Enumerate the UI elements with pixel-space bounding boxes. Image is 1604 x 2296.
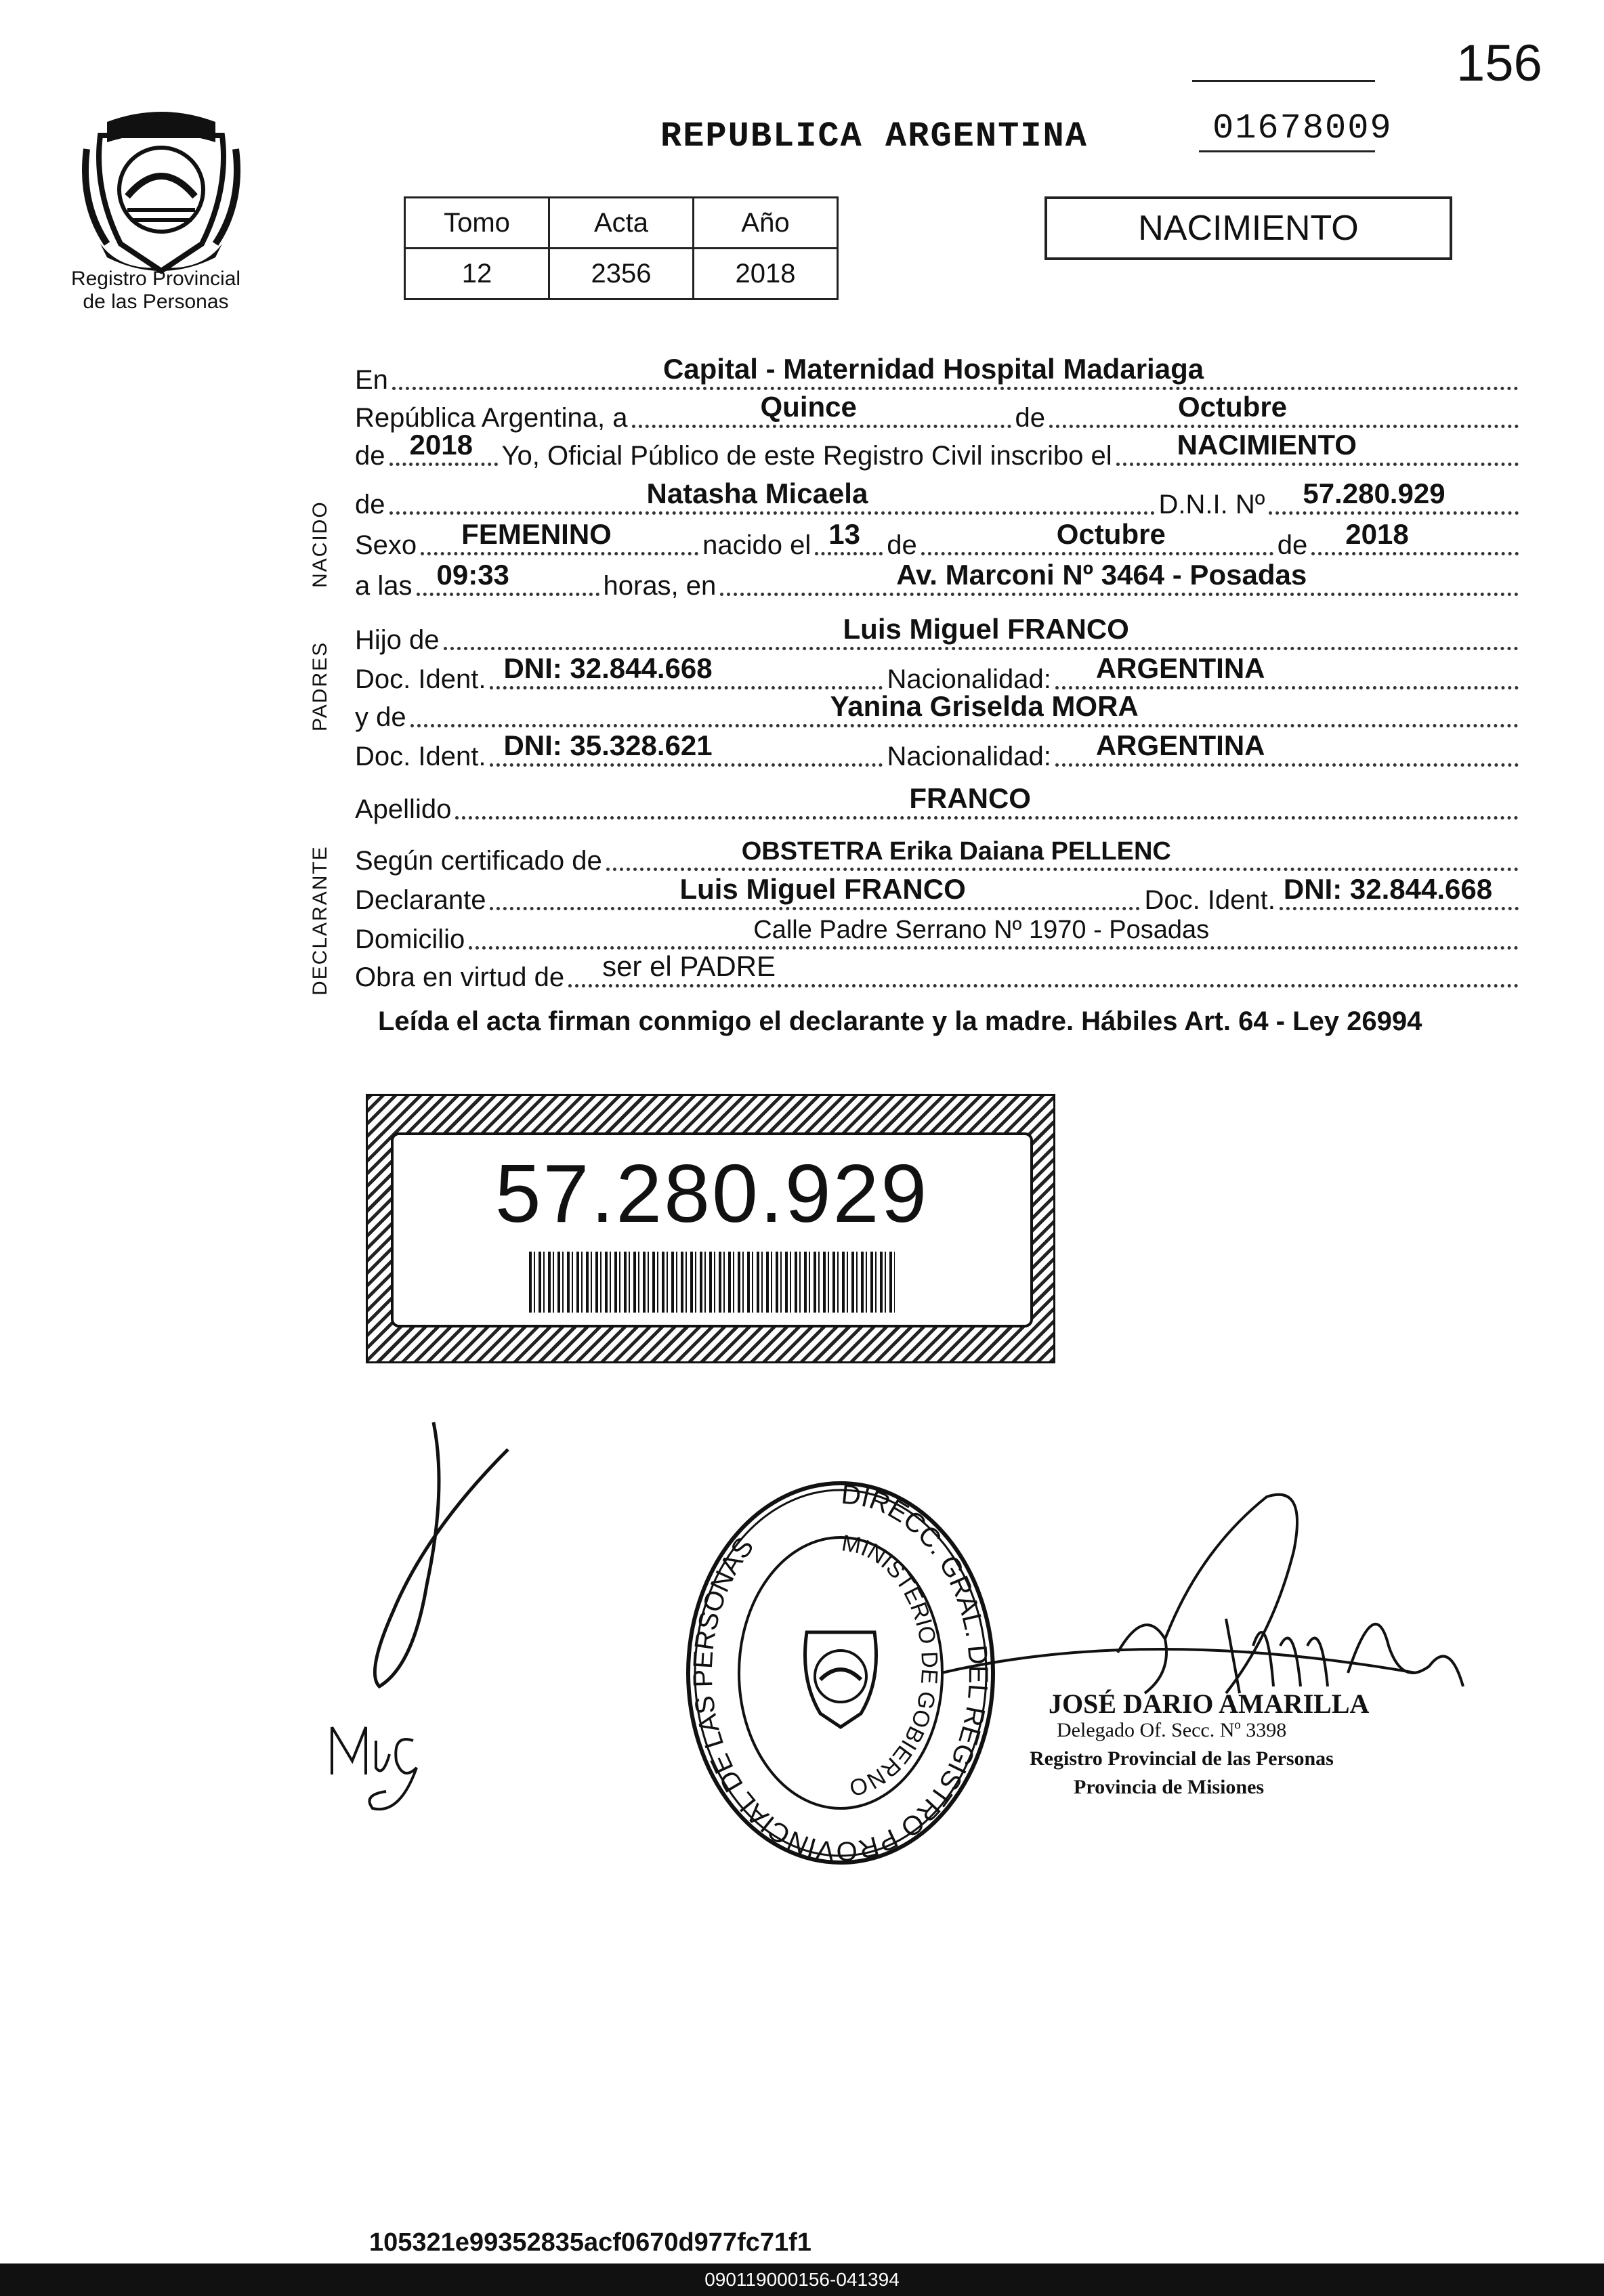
label-father-nationality: Nacionalidad: xyxy=(887,664,1051,694)
country-title: REPUBLICA ARGENTINA xyxy=(660,116,1088,156)
label-dni: D.N.I. Nº xyxy=(1158,490,1265,519)
reference-table xyxy=(404,196,839,300)
label-horas-en: horas, en xyxy=(603,571,717,601)
label-mother-doc: Doc. Ident. xyxy=(355,742,486,771)
value-declarant: Luis Miguel FRANCO xyxy=(679,873,966,905)
value-year: 2018 xyxy=(409,429,473,461)
label-nacido-el: nacido el xyxy=(702,530,811,560)
label-apellido: Apellido xyxy=(355,794,452,824)
footer-code-bar: 090119000156-041394 xyxy=(0,2263,1604,2296)
document-hash: 105321e99352835acf0670d977fc71f1 xyxy=(369,2228,811,2257)
label-hijo-de: Hijo de xyxy=(355,625,440,655)
page-number: 156 xyxy=(1456,35,1542,92)
label-declarant-doc: Doc. Ident. xyxy=(1144,885,1275,915)
row-surname xyxy=(355,782,1523,828)
record-type-box: NACIMIENTO xyxy=(1044,196,1452,260)
seal-inner-text: MINISTERIO DE GOBIERNO xyxy=(839,1530,943,1802)
svg-text:MINISTERIO DE GOBIERNO xyxy=(840,1530,942,1801)
value-day-words: Quince xyxy=(760,391,857,423)
side-label-padres: PADRES xyxy=(309,641,331,731)
official-office: Registro Provincial de las Personas xyxy=(1030,1747,1334,1770)
declarant-signature xyxy=(352,1409,528,1700)
reading-statement: Leída el acta firman conmigo el declarante y la madre. Hábiles Art. 64 - Ley 26994 xyxy=(378,1006,1422,1036)
value-surname: FRANCO xyxy=(909,782,1031,814)
registry-label xyxy=(54,268,257,314)
label-en: En xyxy=(355,365,388,395)
value-month-words: Octubre xyxy=(1178,391,1288,423)
label-declarante: Declarante xyxy=(355,885,486,915)
value-place: Capital - Maternidad Hospital Madariaga xyxy=(662,353,1204,385)
label-de-month: de xyxy=(1015,403,1045,433)
serial-number: 01678009 xyxy=(1212,108,1393,148)
tomo-header: Tomo xyxy=(405,198,549,249)
value-child-dni: 57.280.929 xyxy=(1303,477,1445,509)
registry-label-line2: de las Personas xyxy=(83,291,229,313)
value-birth-year: 2018 xyxy=(1345,518,1409,550)
row-mother-doc xyxy=(355,729,1523,775)
value-birth-day: 13 xyxy=(828,518,861,550)
value-declarant-doc: DNI: 32.844.668 xyxy=(1283,873,1493,905)
value-time: 09:33 xyxy=(436,559,509,591)
acta-header: Acta xyxy=(549,198,694,249)
serial-underline xyxy=(1199,150,1375,152)
label-y-de: y de xyxy=(355,702,406,732)
value-capacity: ser el PADRE xyxy=(602,950,776,982)
value-birth-month: Octubre xyxy=(1056,518,1166,550)
seal-coat-of-arms-icon xyxy=(805,1632,877,1727)
dni-label-number: 57.280.929 xyxy=(494,1147,929,1239)
label-obra: Obra en virtud de xyxy=(355,962,565,992)
initials-signature xyxy=(325,1714,427,1822)
label-de-birth-year: de xyxy=(1277,530,1308,560)
label-domicilio: Domicilio xyxy=(355,924,465,954)
value-birth-address: Av. Marconi Nº 3464 - Posadas xyxy=(896,559,1307,591)
value-certificate: OBSTETRA Erika Daiana PELLENC xyxy=(741,837,1171,866)
value-child-name: Natasha Micaela xyxy=(646,477,868,509)
label-mother-nationality: Nacionalidad: xyxy=(887,742,1051,771)
side-label-declarante: DECLARANTE xyxy=(309,845,331,996)
acta-value: 2356 xyxy=(549,249,694,299)
value-mother-nationality: ARGENTINA xyxy=(1095,729,1265,761)
side-label-nacido: NACIDO xyxy=(309,501,331,588)
province-coat-of-arms-logo xyxy=(80,108,242,278)
barcode-icon xyxy=(529,1252,895,1313)
anio-value: 2018 xyxy=(694,249,838,299)
dni-label-card xyxy=(366,1094,1055,1363)
label-de-birth-month: de xyxy=(887,530,917,560)
official-province: Provincia de Misiones xyxy=(1074,1776,1265,1798)
value-father-nationality: ARGENTINA xyxy=(1095,652,1265,684)
tomo-value: 12 xyxy=(405,249,549,299)
label-oficial: Yo, Oficial Público de este Registro Civil inscribo el xyxy=(501,441,1112,471)
row-time-place xyxy=(355,559,1523,604)
label-a-las: a las xyxy=(355,571,413,601)
anio-header: Año xyxy=(694,198,838,249)
row-year-act xyxy=(355,429,1523,474)
label-segun: Según certificado de xyxy=(355,846,602,876)
serial-rule xyxy=(1192,80,1375,82)
value-mother-name: Yanina Griselda MORA xyxy=(830,690,1139,722)
registry-label-line1: Registro Provincial xyxy=(70,268,241,290)
dni-label-inner xyxy=(391,1132,1033,1327)
value-address: Calle Padre Serrano Nº 1970 - Posadas xyxy=(753,916,1210,944)
value-act: NACIMIENTO xyxy=(1177,429,1357,461)
value-father-doc: DNI: 32.844.668 xyxy=(503,652,713,684)
official-name: JOSÉ DARIO AMARILLA xyxy=(1049,1688,1370,1719)
label-father-doc: Doc. Ident. xyxy=(355,664,486,694)
official-title: Delegado Of. Secc. Nº 3398 xyxy=(1057,1719,1287,1741)
label-de-year: de xyxy=(355,441,385,471)
value-father-name: Luis Miguel FRANCO xyxy=(843,613,1129,645)
label-sexo: Sexo xyxy=(355,530,417,560)
row-capacity xyxy=(355,950,1523,996)
label-republica: República Argentina, a xyxy=(355,403,628,433)
label-de-name: de xyxy=(355,490,385,519)
seal-outer-text: DIRECC. GRAL. DEL REGISTRO PROVINCIAL DE LAS PERSONAS xyxy=(688,1479,994,1867)
value-sex: FEMENINO xyxy=(461,518,612,550)
value-mother-doc: DNI: 35.328.621 xyxy=(503,729,713,761)
